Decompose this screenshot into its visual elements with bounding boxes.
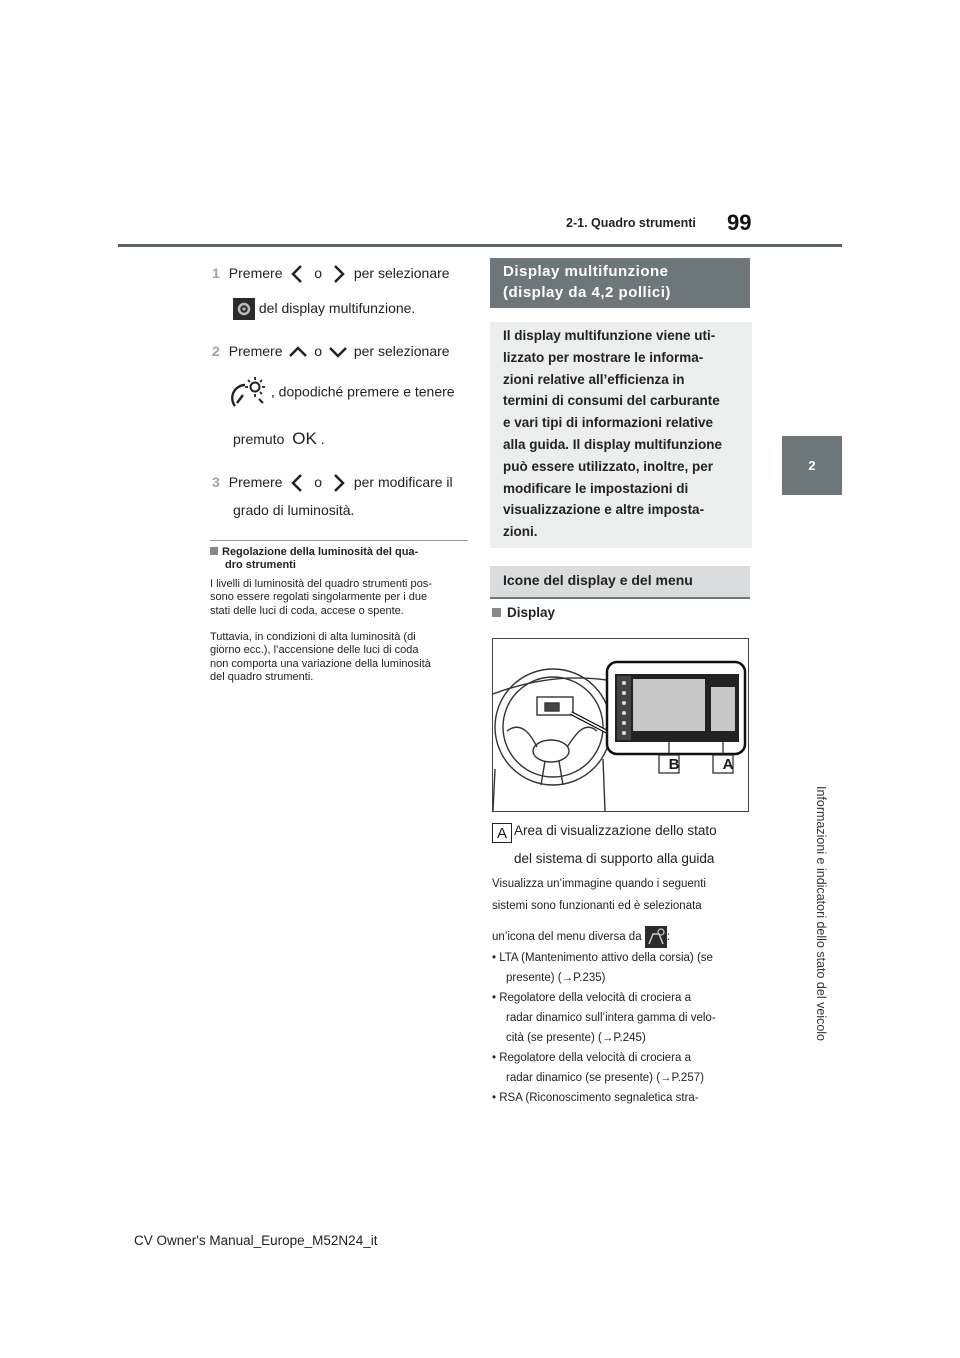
desc-text: : (666, 931, 671, 944)
desc-line (492, 926, 670, 948)
step-text: o (314, 343, 323, 359)
note-line: stati delle luci di coda, accese o spente. (210, 604, 404, 617)
chapter-title: Informazioni e indicatori dello stato del veicolo (814, 786, 828, 1041)
step-text: , dopodiché premere e tenere (270, 383, 455, 400)
dashboard-illustration (492, 638, 749, 812)
box-body (490, 322, 752, 548)
note-line: sono essere regolati singolarmente per i due (210, 591, 428, 604)
desc-line: Visualizza un’immagine quando i seguenti (492, 878, 706, 890)
step-text: Premere (228, 343, 283, 359)
chevron-down-icon (326, 343, 350, 361)
callout-a-label: A (722, 756, 734, 773)
box-body-line: lizzato per mostrare le informa- (503, 349, 704, 365)
step-text: o (314, 474, 323, 490)
box-body-line: e vari tipi di informazioni relative (503, 415, 714, 431)
box-body-line: visualizzazione e altre imposta- (503, 502, 705, 518)
step-3-line2: grado di luminosità. (233, 502, 355, 518)
chevron-right-icon (326, 263, 350, 285)
box-body-line: zioni relative all’efficienza in (503, 371, 685, 387)
chevron-left-icon (286, 263, 310, 285)
step-text: per selezionare (353, 265, 450, 281)
note-line: I livelli di luminosità del quadro strumenti pos- (210, 578, 432, 590)
step-1-line1 (212, 263, 450, 285)
step-2-line1 (212, 341, 450, 361)
note-heading (210, 546, 468, 572)
note-divider (210, 540, 468, 541)
chapter-tab: 2 (782, 436, 842, 495)
box-body-line: modificare le impostazioni di (503, 480, 689, 496)
bullet-line: • Regolatore della velocità di crociera a (492, 1052, 691, 1064)
step-number: 2 (212, 343, 220, 359)
display-heading (492, 605, 555, 620)
bullet-line: • RSA (Riconoscimento segnaletica stra- (492, 1092, 699, 1104)
callout-b-label: B (668, 756, 680, 773)
icons-section-title: Icone del display e del menu (490, 566, 750, 598)
step-text: del display multifunzione. (258, 300, 416, 316)
bullet-line: radar dinamico (se presente) (→P.257) (506, 1072, 704, 1084)
header-rule (118, 244, 842, 247)
box-title-line: Display multifunzione (503, 263, 669, 280)
note-heading-line: Regolazione della luminosità del qua- (222, 546, 419, 558)
chapter-title-vertical (806, 786, 828, 1062)
desc-line: sistemi sono funzionanti ed è selezionata (492, 900, 702, 912)
step-2-line2 (229, 376, 455, 410)
note-line: Tuttavia, in condizioni di alta luminosità (di (210, 631, 416, 643)
step-2-line3 (233, 429, 325, 449)
driving-support-icon (645, 926, 667, 948)
step-text: o (314, 265, 323, 281)
step-1-line2 (233, 298, 415, 320)
step-3-line1 (212, 472, 453, 494)
page-number: 99 (727, 210, 752, 235)
note-paragraph-1 (210, 578, 468, 618)
brightness-gauge-icon (229, 376, 267, 410)
step-number: 1 (212, 265, 220, 281)
step-text: Premere (228, 474, 283, 490)
step-text: per selezionare (353, 343, 450, 359)
note-heading-line: dro strumenti (225, 559, 296, 571)
box-body-line: termini di consumi del carburante (503, 393, 720, 409)
chevron-left-icon (286, 472, 310, 494)
bullet-line: presente) (→P.235) (506, 972, 606, 984)
box-body-line: può essere utilizzato, inoltre, per (503, 458, 714, 474)
note-line: del quadro strumenti. (210, 670, 314, 683)
box-title (490, 258, 750, 308)
section-title: 2-1. Quadro strumenti (566, 216, 696, 230)
step-text: . (320, 431, 325, 447)
note-line: non comporta una variazione della luminosità (210, 657, 431, 670)
callout-a-marker: A (492, 823, 512, 843)
callout-a-line2: del sistema di supporto alla guida (514, 851, 715, 866)
box-body-line: zioni. (503, 524, 538, 540)
square-bullet-icon (492, 608, 501, 617)
ok-button-label: OK (292, 429, 317, 448)
box-title-line: (display da 4,2 pollici) (503, 284, 671, 301)
callout-a-line1: Area di visualizzazione dello stato (514, 823, 717, 838)
desc-text: un’icona del menu diversa da (492, 931, 642, 944)
bullet-line: radar dinamico sull’intera gamma di velo- (506, 1012, 716, 1024)
step-number: 3 (212, 474, 220, 490)
note-line: giorno ecc.), l’accensione delle luci di coda (210, 644, 419, 657)
chevron-right-icon (326, 472, 350, 494)
box-body-line: alla guida. Il display multifunzione (503, 436, 723, 452)
step-text: Premere (228, 265, 283, 281)
box-body-line: Il display multifunzione viene uti- (503, 328, 716, 343)
square-bullet-icon (210, 547, 218, 555)
note-paragraph-2 (210, 631, 468, 684)
chevron-up-icon (286, 343, 310, 361)
bullet-line: cità (se presente) (→P.245) (506, 1032, 646, 1044)
icons-section-rule (490, 597, 750, 599)
display-heading-text: Display (507, 605, 556, 620)
step-text: per modificare il (353, 474, 453, 490)
footer-text: CV Owner's Manual_Europe_M52N24_it (134, 1233, 378, 1248)
step-text: premuto (233, 431, 285, 447)
bullet-line: • LTA (Mantenimento attivo della corsia) (se (492, 952, 713, 964)
dashboard-drawing (493, 639, 748, 811)
gear-icon (233, 298, 255, 320)
bullet-line: • Regolatore della velocità di crociera a (492, 992, 691, 1004)
